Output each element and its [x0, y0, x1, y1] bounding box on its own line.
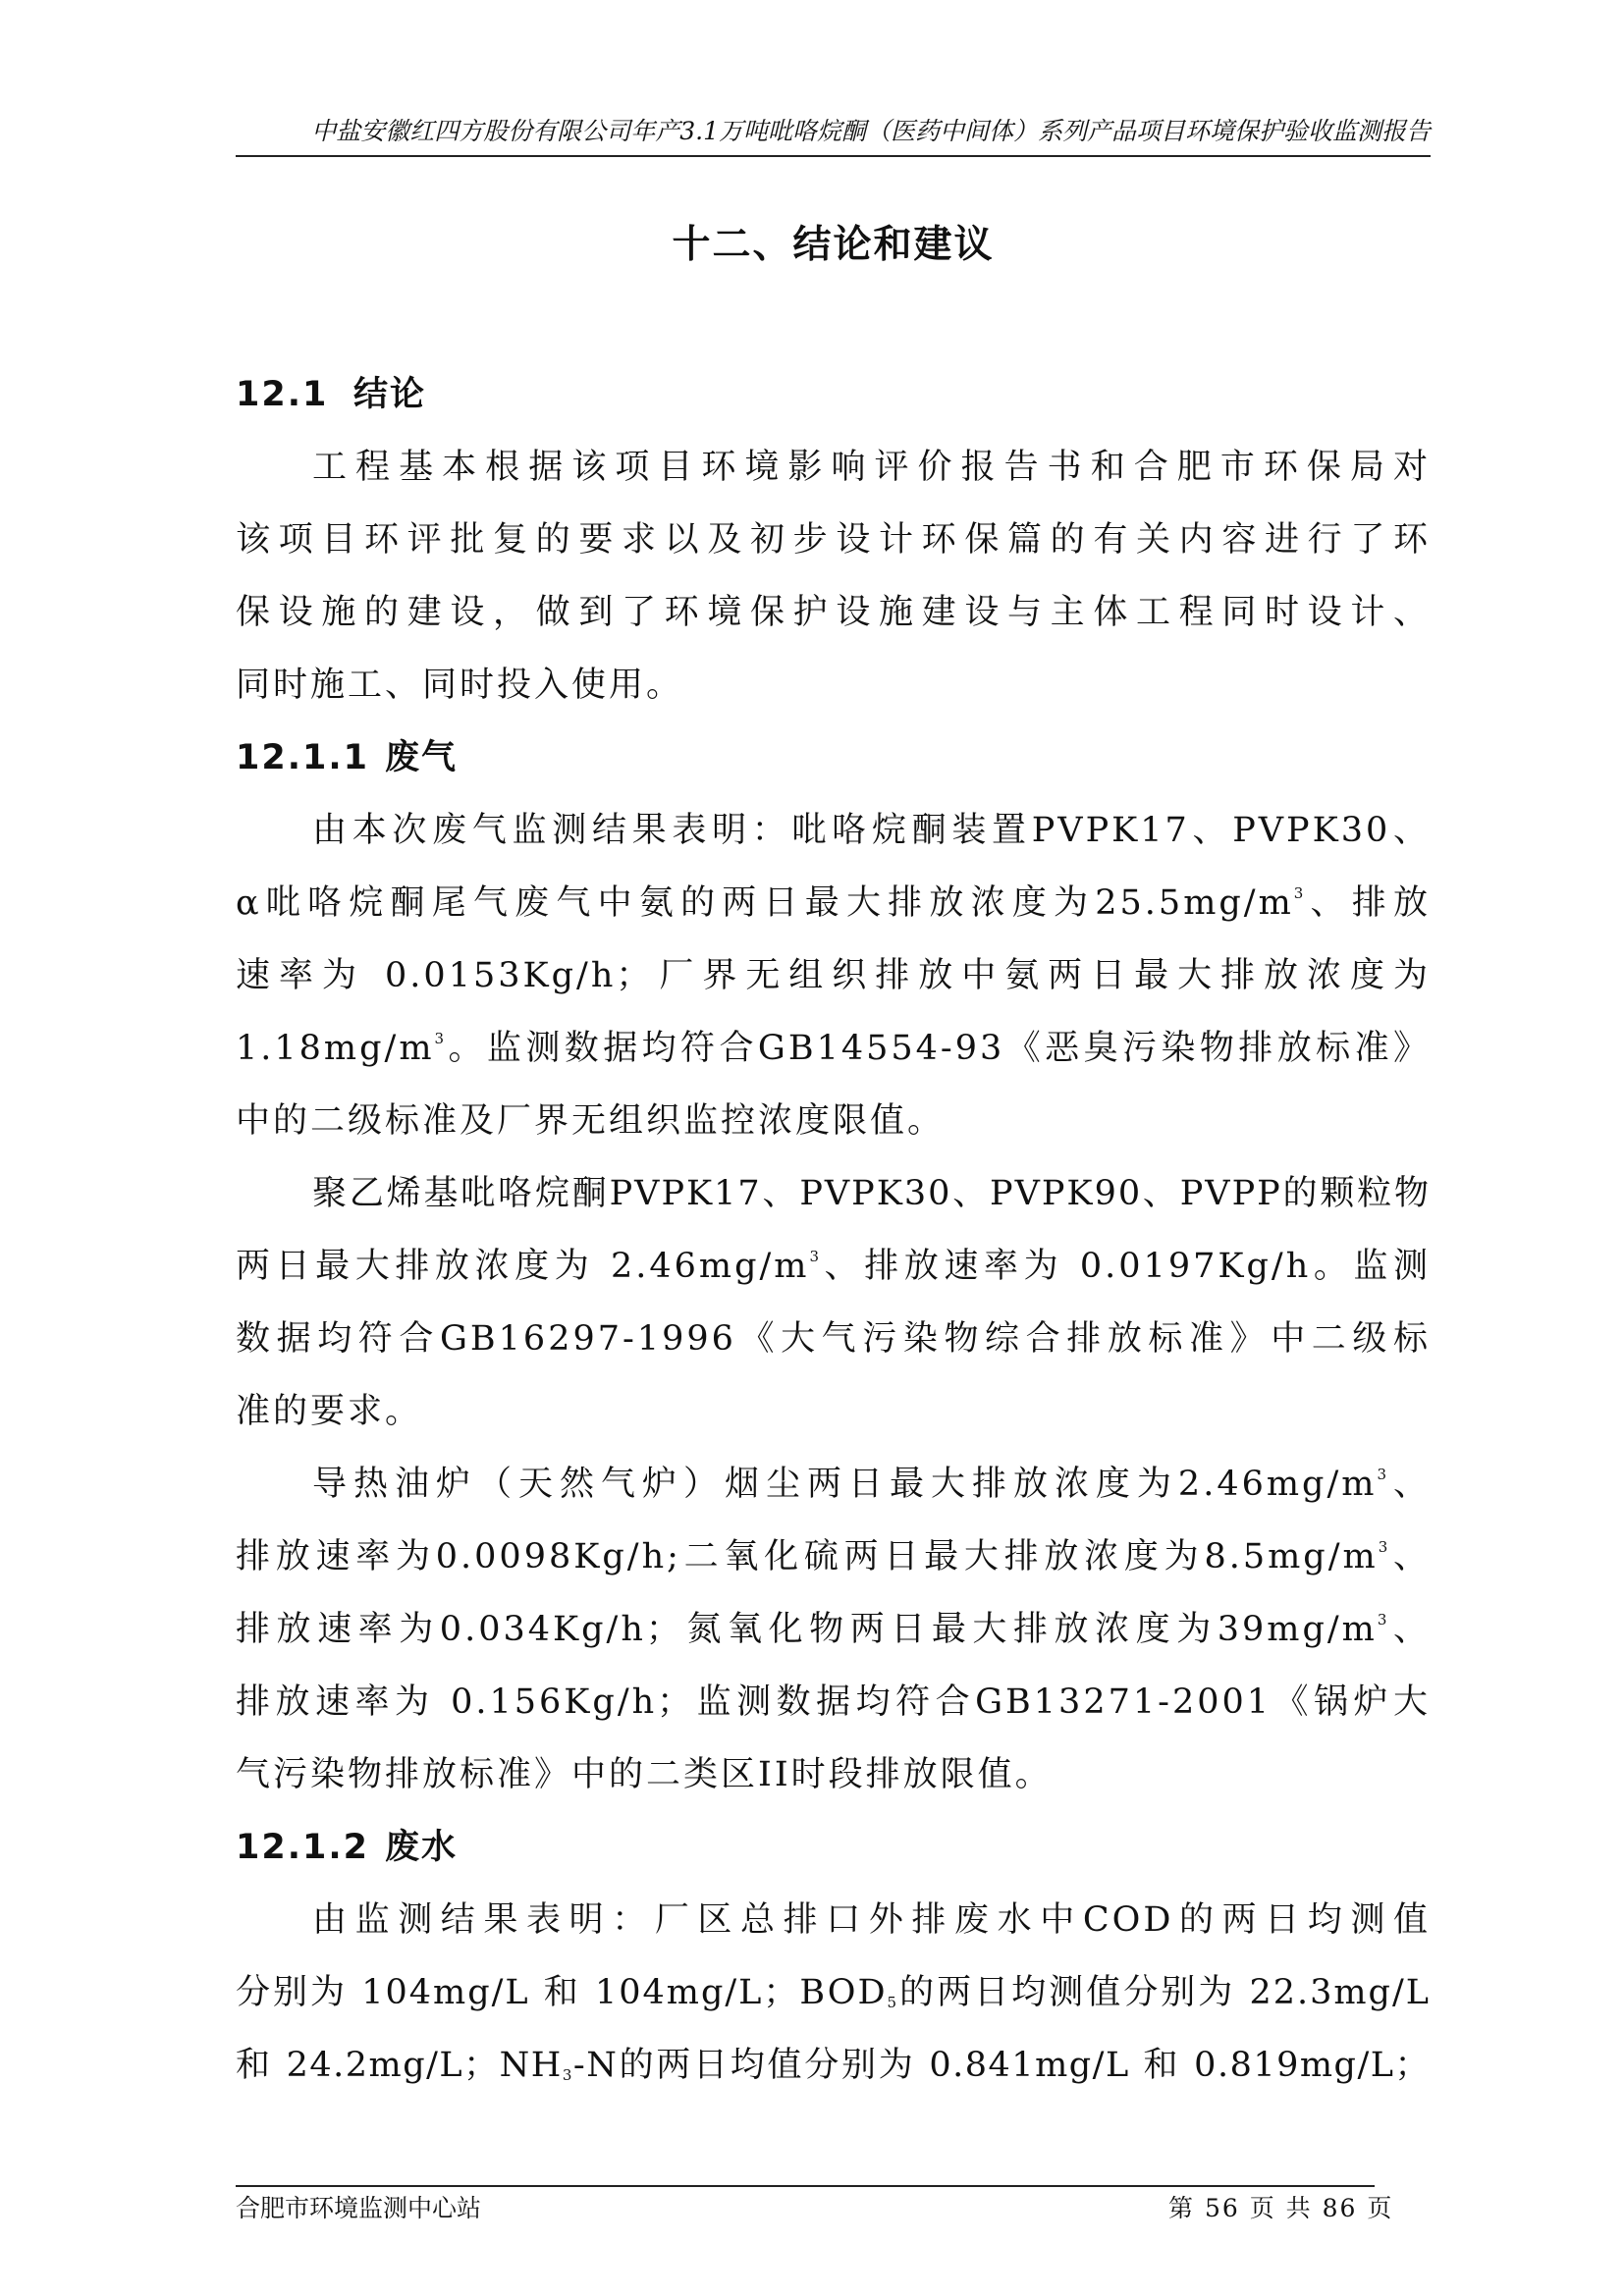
- running-header: 中盐安徽红四方股份有限公司年产3.1万吨吡咯烷酮（医药中间体）系列产品项目环境保护验收监测报告: [311, 117, 1431, 145]
- gas-paragraph-2: [236, 1157, 1431, 1448]
- footer-rule: [236, 2185, 1375, 2187]
- paragraph-line: 两日最大排放浓度为 $2.46mg/m^3$、排放速率为 0.0197Kg/h。监测: [236, 1247, 1431, 1286]
- subsection-heading-water: [236, 1811, 1431, 1884]
- subscript: 5: [887, 1994, 899, 2011]
- paragraph-line: 保设施的建设，做到了环境保护设施建设与主体工程同时设计、: [236, 593, 1431, 632]
- intro-paragraph: [236, 431, 1431, 721]
- section-title: 结论: [353, 375, 427, 414]
- water-paragraph-1: [236, 1884, 1431, 2102]
- gas-paragraph-3: [236, 1448, 1431, 1811]
- paragraph-line: 该项目环评批复的要求以及初步设计环保篇的有关内容进行了环: [236, 520, 1431, 560]
- superscript: 3: [1293, 884, 1307, 902]
- document-body: [236, 358, 1431, 2102]
- paragraph-line: 速率为 0.0153Kg/h；厂界无组织排放中氨两日最大排放浓度为: [236, 956, 1431, 995]
- superscript: 3: [809, 1248, 823, 1265]
- paragraph-line: 数据均符合GB16297-1996《大气污染物综合排放标准》中二级标: [236, 1319, 1431, 1359]
- paragraph-line: 排放速率为0.0098Kg/h;二氧化硫两日最大排放浓度为$8.5mg/m^3$、: [236, 1537, 1431, 1576]
- paragraph-line: 排放速率为 0.156Kg/h；监测数据均符合GB13271-2001《锅炉大: [236, 1682, 1431, 1722]
- paragraph-line: 中的二级标准及厂界无组织监控浓度限值。: [236, 1101, 946, 1141]
- subsection-heading-gas: [236, 721, 1431, 794]
- paragraph-line: 导热油炉（天然气炉）烟尘两日最大排放浓度为$2.46mg/m^3$、: [312, 1465, 1431, 1504]
- paragraph-line: 和 24.2mg/L；$NH_3-N$的两日均值分别为 0.841mg/L 和 0.819mg/L；: [236, 2046, 1431, 2085]
- page-number: 第 56 页 共 86 页: [1168, 2194, 1394, 2222]
- paragraph-line: 聚乙烯基吡咯烷酮PVPK17、PVPK30、PVPK90、PVPP的颗粒物: [312, 1174, 1431, 1213]
- paragraph-line: 由本次废气监测结果表明：吡咯烷酮装置PVPK17、PVPK30、: [312, 811, 1431, 850]
- footer-organization: 合肥市环境监测中心站: [236, 2194, 482, 2222]
- paragraph-line: $1.18mg/m^3$。监测数据均符合GB14554-93《恶臭污染物排放标准》: [236, 1029, 1431, 1068]
- paragraph-line: 准的要求。: [236, 1392, 423, 1431]
- paragraph-line: 同时施工、同时投入使用。: [236, 666, 684, 705]
- subsection-number: 12.1.2: [236, 1828, 370, 1867]
- subsection-title: 废水: [385, 1828, 459, 1867]
- paragraph-line: 气污染物排放标准》中的二类区II时段排放限值。: [236, 1755, 1053, 1794]
- superscript: 3: [1377, 1611, 1390, 1629]
- section-heading: [236, 358, 1431, 431]
- paragraph-line: 由监测结果表明：厂区总排口外排废水中COD的两日均测值: [312, 1900, 1431, 1940]
- section-number: 12.1: [236, 375, 329, 414]
- superscript: 3: [1377, 1466, 1389, 1483]
- subsection-number: 12.1.1: [236, 738, 370, 777]
- chapter-title: 十二、结论和建议: [672, 223, 995, 267]
- superscript: 3: [434, 1030, 448, 1047]
- gas-paragraph-1: [236, 794, 1431, 1157]
- header-rule: [236, 155, 1431, 157]
- paragraph-line: 排放速率为0.034Kg/h；氮氧化物两日最大排放浓度为$39mg/m^3$、: [236, 1610, 1431, 1649]
- paragraph-line: 工程基本根据该项目环境影响评价报告书和合肥市环保局对: [312, 448, 1431, 487]
- superscript: 3: [1378, 1538, 1391, 1556]
- paragraph-line: α吡咯烷酮尾气废气中氨的两日最大排放浓度为$25.5mg/m^3$、排放: [236, 883, 1431, 923]
- paragraph-line: 分别为 104mg/L 和 104mg/L；$BOD_5$的两日均测值分别为 22.3mg/L: [236, 1973, 1432, 2012]
- subsection-title: 废气: [385, 738, 459, 777]
- subscript: 3: [562, 2066, 573, 2084]
